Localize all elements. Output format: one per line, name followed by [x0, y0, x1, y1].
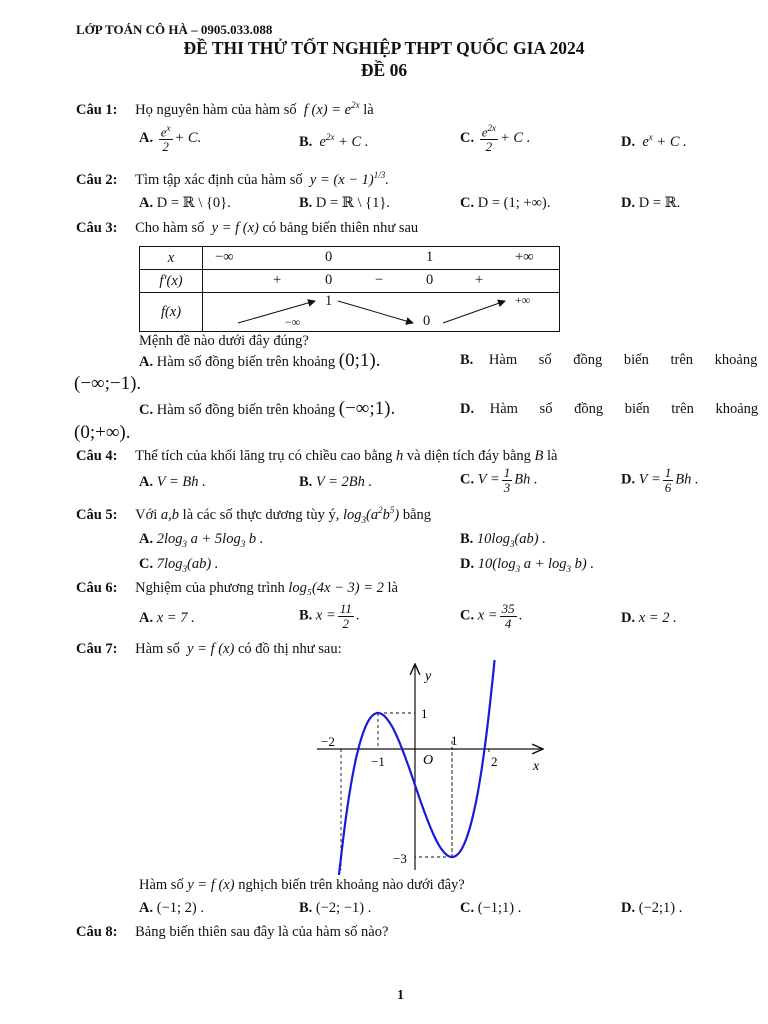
option-letter: D.	[621, 471, 636, 488]
decrease-arrow	[338, 301, 413, 323]
question-label: Câu 6:	[76, 580, 118, 596]
tick-label: 1	[451, 733, 458, 748]
question-text: Hàm số	[135, 641, 180, 657]
tick-label: −1	[371, 754, 385, 769]
option-b[interactable]	[299, 195, 390, 212]
option-letter: B.	[299, 195, 313, 211]
question-label: Câu 5:	[76, 506, 118, 523]
question-7: Câu 7: Hàm số y = f (x) có đồ thị như sau:	[76, 641, 342, 657]
question-text: là các số thực dương tùy ý,	[182, 506, 340, 523]
question-tail: bằng	[402, 506, 431, 523]
sign: +	[475, 272, 484, 288]
option-value: (0;1).	[338, 350, 381, 371]
question-text: có đồ thị như sau:	[237, 641, 342, 657]
question-label: Câu 8:	[76, 924, 118, 940]
sign: 0	[426, 272, 434, 288]
f-value: 0	[423, 313, 431, 329]
option-letter: B.	[299, 607, 313, 624]
math-var: B	[534, 448, 544, 464]
x-value: 1	[426, 249, 434, 265]
question-2	[76, 170, 389, 189]
function-graph	[313, 660, 573, 875]
option-b[interactable]	[299, 474, 372, 491]
option-letter: D.	[460, 401, 475, 417]
question-text: Tìm tập xác định của hàm số	[135, 171, 303, 188]
option-value: (−∞;1).	[338, 398, 396, 419]
option-text: Hàm số đồng biến trên khoảng	[156, 354, 336, 370]
question-tail: là	[363, 101, 374, 118]
question-text: Với	[135, 506, 158, 523]
option-value: D = ℝ \ {0}.	[156, 195, 231, 211]
option-letter: D.	[621, 133, 636, 150]
f-value: 1	[325, 293, 333, 309]
option-letter: B.	[460, 531, 474, 547]
row-x-label: x	[140, 247, 203, 270]
option-a[interactable]	[139, 610, 195, 627]
option-letter: C.	[460, 900, 475, 916]
option-value: x = 7 .	[156, 610, 195, 626]
option-value: V = Bh .	[156, 474, 206, 490]
tick-label: −3	[393, 851, 407, 866]
question-tail: là	[387, 580, 398, 596]
question-4	[76, 448, 558, 465]
y-axis-label: y	[425, 669, 432, 684]
option-value: (−∞;−1).	[74, 373, 142, 394]
variation-arrows	[203, 293, 559, 331]
option-c[interactable]	[460, 900, 521, 917]
option-value: D = ℝ \ {1}.	[315, 195, 390, 211]
option-a[interactable]	[139, 900, 204, 917]
question-text: Cho hàm số	[135, 220, 205, 236]
question-label: Câu 7:	[76, 641, 118, 657]
question-3: Câu 3: Cho hàm số y = f (x) có bảng biến thiên như sau	[76, 220, 419, 236]
question-8	[76, 924, 388, 941]
x-value: −∞	[215, 249, 234, 265]
tick-label: 1	[421, 706, 428, 721]
question-label: Câu 1:	[76, 101, 118, 118]
question-1	[76, 100, 374, 119]
f-value: +∞	[515, 293, 531, 307]
option-d[interactable]	[621, 195, 680, 212]
question-5: Câu 5: Với a,b là các số thực dương tùy ý, $\log_3(a^2b^5)$ bằng	[76, 505, 431, 525]
option-b[interactable]	[299, 900, 371, 917]
option-letter: B.	[299, 474, 313, 490]
option-letter: D.	[621, 610, 636, 626]
option-c[interactable]: C. V = $\frac{1}{3}$ Bh .	[460, 465, 538, 495]
option-c[interactable]: C. $7\log_3(ab)$ .	[139, 556, 219, 574]
option-c[interactable]: C. x = $\frac{35}{4}$ .	[460, 601, 523, 631]
option-a[interactable]: A. $\frac{e^x}{2}$ + C.	[139, 123, 202, 154]
option-a[interactable]	[139, 474, 206, 491]
question-label: Câu 2:	[76, 171, 118, 188]
option-b[interactable]: B. $10\log_3(ab)$ .	[460, 531, 546, 549]
question-text: Bảng biến thiên sau đây là của hàm số nào?	[135, 924, 389, 940]
option-value: D = (1; +∞).	[477, 195, 551, 211]
f-value: −∞	[285, 315, 301, 329]
option-value: D = ℝ.	[638, 195, 681, 211]
option-d[interactable]: D. $e^x + C$ .	[621, 132, 687, 150]
option-value: (0;+∞).	[74, 422, 131, 443]
origin-label: O	[423, 753, 434, 768]
row-x-values	[203, 247, 560, 270]
math-var: h	[396, 448, 404, 464]
math-expr: log₅(4x − 3) = 2	[288, 580, 384, 596]
option-c[interactable]	[460, 195, 550, 212]
question-label: Câu 4:	[76, 448, 118, 464]
option-letter: D.	[621, 195, 636, 211]
math-var: a,b	[160, 506, 180, 523]
option-letter: A.	[139, 900, 154, 916]
option-letter: A.	[139, 130, 154, 147]
option-letter: A.	[139, 610, 154, 626]
increase-arrow	[238, 301, 315, 323]
option-c[interactable]: C. $\frac{e^{2x}}{2}$ + C .	[460, 123, 531, 154]
option-text: Hàm số đồng biến trên khoảng	[489, 401, 759, 417]
row-f-values	[203, 293, 560, 332]
option-c[interactable]	[139, 398, 395, 420]
option-letter: B.	[299, 133, 313, 150]
sign: 0	[325, 272, 333, 288]
x-value: +∞	[515, 249, 534, 265]
fraction: $\frac{e^x}{2}$	[160, 123, 171, 154]
row-fprime-signs	[203, 270, 560, 293]
exam-title: ĐỀ THI THỬ TỐT NGHIỆP THPT QUỐC GIA 2024	[183, 38, 585, 58]
function-curve	[338, 660, 499, 875]
option-value: x = 2 .	[638, 610, 677, 626]
option-letter: C.	[460, 471, 475, 488]
option-a[interactable]: A. $2\log_3$ $a + 5\log_3$ b .	[139, 531, 264, 549]
option-text: Hàm số đồng biến trên khoảng	[488, 352, 758, 368]
option-letter: A.	[139, 474, 154, 490]
option-value: (−1; 2) .	[156, 900, 204, 916]
option-letter: C.	[460, 607, 475, 624]
option-letter: A.	[139, 354, 154, 370]
tick-label: 2	[491, 754, 498, 769]
option-letter: C.	[139, 402, 154, 418]
option-letter: A.	[139, 531, 154, 547]
row-f-label: f(x)	[140, 293, 203, 332]
x-value: 0	[325, 249, 333, 265]
question-text: nghịch biến trên khoảng nào dưới đây?	[238, 877, 465, 893]
option-b[interactable]	[460, 352, 757, 369]
option-value: (−2; −1) .	[315, 900, 372, 916]
exam-subtitle: ĐỀ 06	[360, 60, 408, 80]
option-value: V = 2Bh .	[315, 474, 373, 490]
option-b[interactable]: B. $e^{2x} + C$ .	[299, 132, 369, 150]
increase-arrow	[443, 301, 505, 323]
option-a[interactable]	[139, 195, 231, 212]
option-value: (−1;1) .	[477, 900, 522, 916]
option-letter: A.	[139, 195, 154, 211]
sign: −	[375, 272, 384, 288]
question-text: có bảng biến thiên như sau	[262, 220, 419, 236]
option-b[interactable]: B. x = $\frac{11}{2}$ .	[299, 601, 360, 631]
question-text: và diện tích đáy bằng	[406, 448, 531, 464]
option-text: Hàm số đồng biến trên khoảng	[156, 402, 336, 418]
option-a[interactable]	[139, 350, 380, 372]
option-value: (−2;1) .	[638, 900, 683, 916]
option-letter: C.	[460, 130, 475, 147]
tick-label: −2	[321, 734, 335, 749]
question-text: Nghiệm của phương trình	[135, 580, 285, 596]
option-letter: D.	[460, 556, 475, 572]
class-header: LỚP TOÁN CÔ HÀ – 0905.033.088	[76, 22, 273, 37]
variation-table	[139, 246, 560, 332]
option-d[interactable]	[621, 610, 677, 627]
question-text: Thể tích của khối lăng trụ có chiều cao bằng	[135, 448, 393, 464]
option-d[interactable]: D. V = $\frac{1}{6}$ Bh .	[621, 465, 699, 495]
question-7-prompt: Hàm số y = f (x) nghịch biến trên khoảng nào dưới đây?	[139, 877, 465, 893]
math-expr: f $(x) = e^{2x}$	[300, 100, 360, 118]
question-prompt: Mệnh đề nào dưới đây đúng?	[139, 333, 309, 349]
option-d[interactable]	[460, 401, 758, 418]
sign: +	[273, 272, 282, 288]
question-text: Họ nguyên hàm của hàm số	[135, 101, 297, 118]
option-letter: B.	[299, 900, 313, 916]
question-6	[76, 580, 398, 597]
option-letter: C.	[139, 556, 154, 572]
fraction: $\frac{e^{2x}}{2}$	[481, 123, 497, 154]
x-axis-label: x	[533, 759, 540, 774]
option-letter: C.	[460, 195, 475, 211]
option-letter: B.	[460, 352, 474, 368]
question-label: Câu 3:	[76, 220, 118, 236]
option-letter: D.	[621, 900, 636, 916]
row-fprime-label: f′(x)	[140, 270, 203, 293]
question-tail: là	[547, 448, 558, 464]
math-expr: $y = (x - 1)^{1/3}$.	[306, 170, 389, 188]
page-number: 1	[397, 988, 404, 1003]
option-d[interactable]	[621, 900, 682, 917]
option-d[interactable]: D. $10(\log_3$ $a + \log_3 b$) .	[460, 556, 595, 574]
